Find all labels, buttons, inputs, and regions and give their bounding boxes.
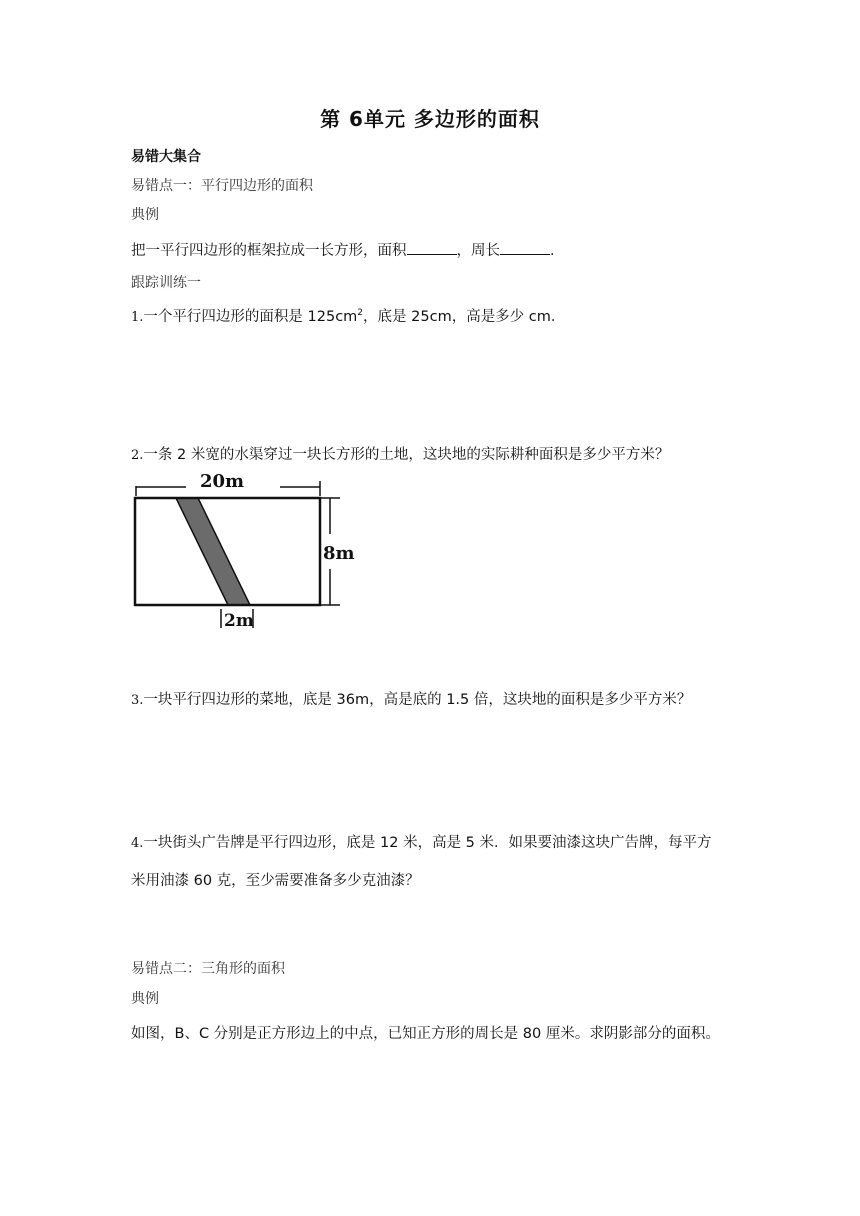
- example-text-a: 把一平行四边形的框架拉成一长方形，面积: [131, 243, 407, 259]
- question-4-number: 4.: [131, 836, 144, 851]
- section-heading: 易错大集合: [131, 149, 201, 165]
- point2-example-label: 典例: [131, 991, 159, 1007]
- point1-example-label: 典例: [131, 207, 159, 223]
- point1-label: 易错点一：平行四边形的面积: [131, 178, 313, 194]
- question-1: [131, 305, 565, 326]
- channel-label: 2m: [224, 611, 254, 631]
- question-3-number: 3.: [131, 693, 144, 708]
- question-2-text: 一条 2 米宽的水渠穿过一块长方形的土地，这块地的实际耕种面积是多少平方米？: [143, 447, 670, 463]
- point2-label: 易错点二：三角形的面积: [131, 961, 285, 977]
- example-text-b: ，周长: [456, 243, 500, 259]
- channel-shade: [176, 498, 250, 605]
- practice-label: 跟踪训练一: [131, 275, 201, 291]
- question-1-text-a: 一个平行四边形的面积是 125cm: [143, 309, 358, 325]
- question-3-text: 一块平行四边形的菜地，底是 36m，高是底的 1.5 倍，这块地的面积是多少平方米？: [143, 692, 692, 708]
- page-title: 第 6单元 多边形的面积: [320, 107, 540, 131]
- question-2: [131, 443, 669, 464]
- point1-example-text: [131, 239, 565, 260]
- point2-example-text: 如图，B、C 分别是正方形边上的中点，已知正方形的周长是 80 厘米。求阴影部分的面积。: [131, 1026, 720, 1042]
- question-1-number: 1.: [131, 310, 144, 325]
- question-1-superscript: 2: [357, 308, 364, 318]
- question-1-text-b: ，底是 25cm，高是多少 cm．: [363, 309, 566, 325]
- question-4-line1: [131, 831, 712, 852]
- area-answer-blank: [407, 242, 457, 255]
- example-text-c: ．: [550, 243, 565, 259]
- question-4-line2: 米用油漆 60 克，至少需要准备多少克油漆？: [131, 873, 420, 889]
- question-2-number: 2.: [131, 448, 144, 463]
- height-label: 8m: [323, 543, 355, 564]
- width-label: 20m: [200, 471, 245, 492]
- question-4-text-line1: 一块街头广告牌是平行四边形，底是 12 米，高是 5 米．如果要油漆这块广告牌，每平方: [143, 835, 712, 851]
- field-channel-figure: [128, 466, 358, 636]
- question-3: [131, 688, 691, 709]
- perimeter-answer-blank: [500, 242, 550, 255]
